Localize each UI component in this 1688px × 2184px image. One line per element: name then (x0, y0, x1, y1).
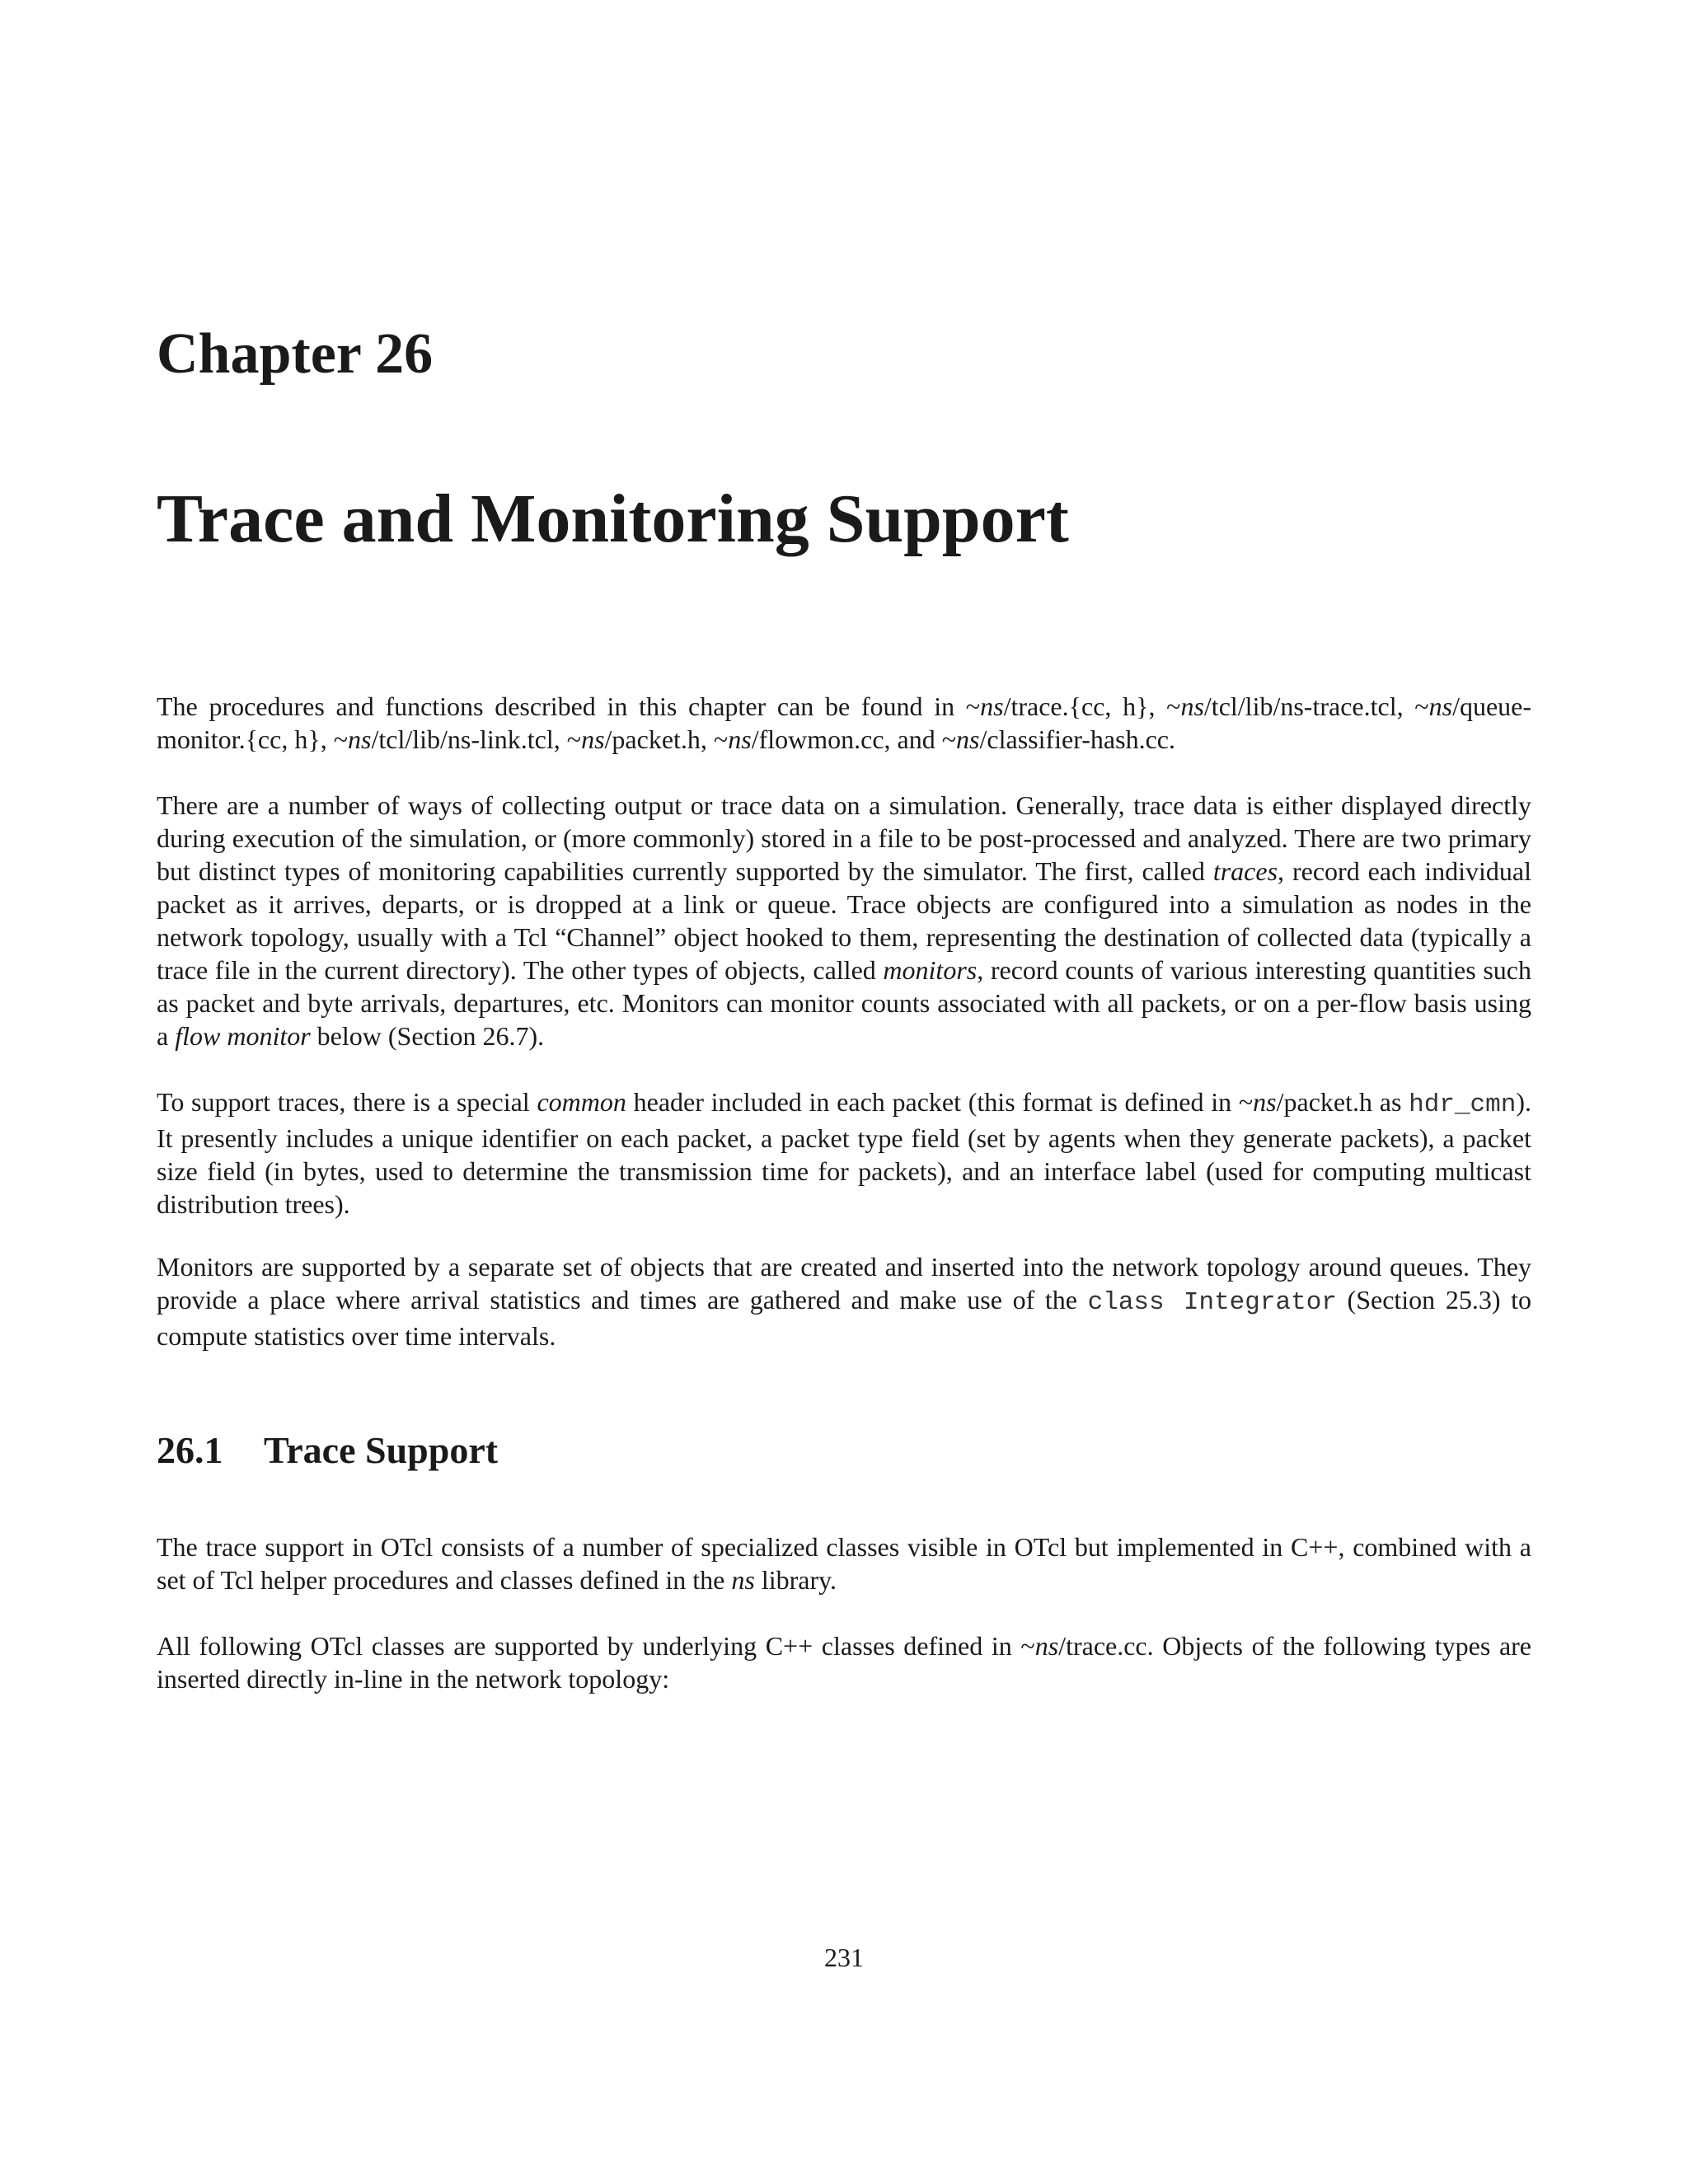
paragraph-monitors: Monitors are supported by a separate set of objects that are created and inserted into the network topology around queues. They provide a place where arrival statistics and times are gathered and make use of the class Integrator (Section 25.3) to compute statistics over time intervals. (157, 1252, 1532, 1351)
paragraph-trace-overview: There are a number of ways of collecting output or trace data on a simulation. Generally, trace data is either displayed directly during execution of the simulation, or (more commonly) stored in a file to be post-processed and analyzed. There are two primary but distinct types of monitoring capabilities currently supported by the simulator. The first, called traces, record each individual packet as it arrives, departs, or is dropped at a link or queue. Trace objects are configured into a simulation as nodes in the network topology, usually with a Tcl “Channel” object hooked to them, representing the destination of collected data (typically a trace file in the current directory). The other types of objects, called monitors, record counts of various interesting quantities such as packet and byte arrivals, departures, etc. Monitors can monitor counts associated with all packets, or on a per-flow basis using a flow monitor below (Section 26.7). (157, 790, 1532, 1051)
paragraph-common-header: To support traces, there is a special common header included in each packet (this format is defined in ~ns/packet.h as hdr_cmn). It presently includes a unique identifier on each packet, a packet type field (set by agents when they generate packets), a packet size field (in bytes, used to determine the transmission time for packets), and an interface label (used for computing multicast distribution trees). (157, 1087, 1532, 1219)
chapter-title: Trace and Monitoring Support (157, 480, 1069, 557)
paragraph-otcl-support: The trace support in OTcl consists of a number of specialized classes visible in OTcl but implemented in C++, combined with a set of Tcl helper procedures and classes defined in the ns library. (157, 1532, 1531, 1595)
section-number: 26.1 (157, 1429, 223, 1471)
page-number: 231 (824, 1943, 864, 1972)
section-heading (157, 1426, 498, 1475)
paragraph-source-files: The procedures and functions described in this chapter can be found in ~ns/trace.{cc, h}, ~ns/tcl/lib/ns-trace.tcl, ~ns/queue-monitor.{cc, h}, ~ns/tcl/lib/ns-link.tcl, ~ns/packet.h, ~ns/flowmon.cc, and ~ns/classifier-hash.cc. (157, 691, 1532, 754)
paragraph-otcl-classes: All following OTcl classes are supported by underlying C++ classes defined in ~ns/trace.cc. Objects of the following types are inserted directly in-line in the network topology: (157, 1631, 1532, 1694)
chapter-label: Chapter 26 (157, 322, 434, 386)
section-title: Trace Support (264, 1429, 499, 1471)
document-page (157, 0, 1531, 2184)
